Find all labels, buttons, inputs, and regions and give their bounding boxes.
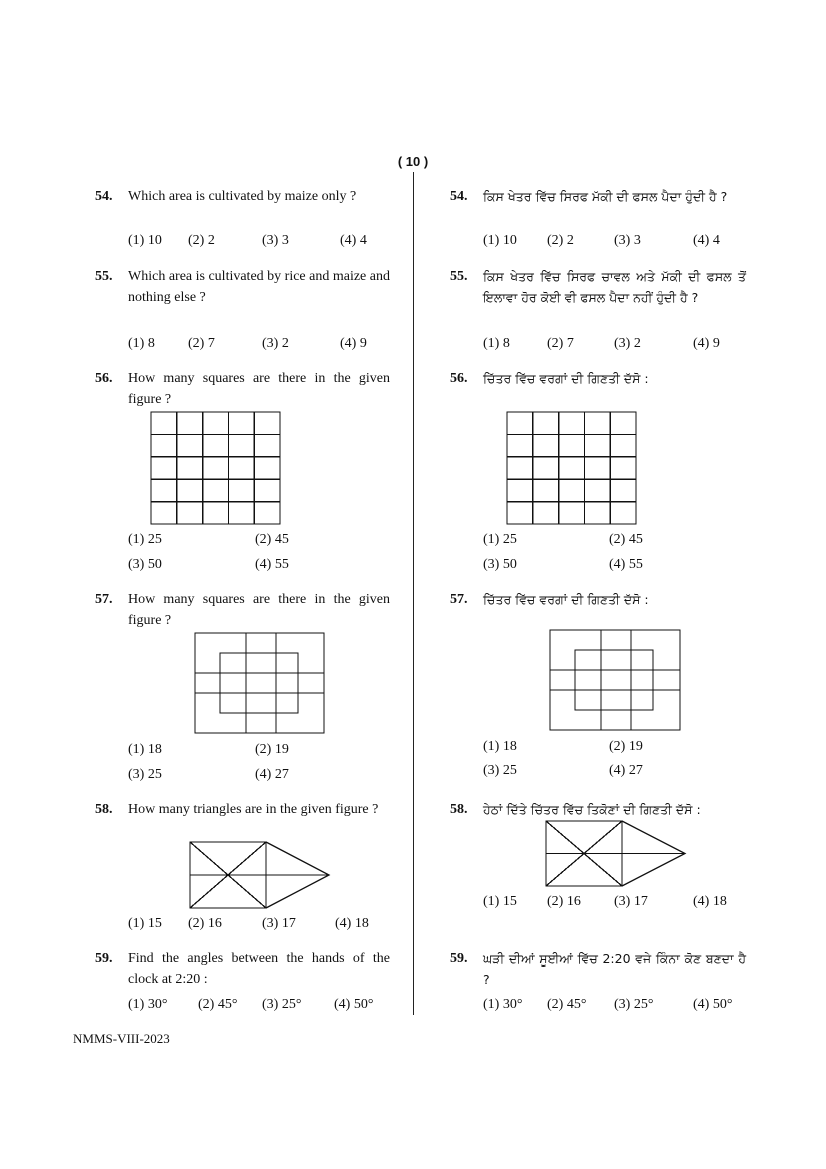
option-55-3-pa[interactable]: (3) 2 (614, 336, 641, 351)
question-number-56: 56. (95, 371, 113, 386)
question-text-57-pa: ਚਿੱਤਰ ਵਿੱਚ ਵਰਗਾਂ ਦੀ ਗਿਣਤੀ ਦੱਸੋ : (483, 592, 649, 607)
footer-code: NMMS-VIII-2023 (73, 1031, 170, 1046)
triangles-figure-58-pa (545, 820, 687, 888)
question-text-59-pa: ਘੜੀ ਦੀਆਂ ਸੂਈਆਂ ਵਿੱਚ 2:20 ਵਜੇ ਕਿੰਨਾ ਕੋਣ ਬਣਦਾ ਹੈ ? (483, 951, 746, 987)
option-58-4[interactable]: (4) 18 (335, 916, 369, 931)
option-54-2[interactable]: (2) 2 (188, 233, 215, 248)
option-58-1[interactable]: (1) 15 (128, 916, 162, 931)
grid-figure-56-pa (506, 411, 638, 526)
option-54-3[interactable]: (3) 3 (262, 233, 289, 248)
option-57-3[interactable]: (3) 25 (128, 767, 162, 782)
question-text-58: How many triangles are in the given figure ? (128, 802, 379, 817)
option-58-2[interactable]: (2) 16 (188, 916, 222, 931)
question-number-54-pa: 54. (450, 189, 468, 204)
option-55-3[interactable]: (3) 2 (262, 336, 289, 351)
option-59-4-pa[interactable]: (4) 50° (693, 997, 733, 1012)
option-54-3-pa[interactable]: (3) 3 (614, 233, 641, 248)
squares-figure-57-pa (549, 629, 682, 732)
option-59-3-pa[interactable]: (3) 25° (614, 997, 654, 1012)
option-59-3[interactable]: (3) 25° (262, 997, 302, 1012)
option-58-4-pa[interactable]: (4) 18 (693, 894, 727, 909)
option-55-2[interactable]: (2) 7 (188, 336, 215, 351)
option-55-1-pa[interactable]: (1) 8 (483, 336, 510, 351)
triangles-figure-58 (189, 841, 331, 910)
option-58-3-pa[interactable]: (3) 17 (614, 894, 648, 909)
grid-figure-56 (150, 411, 282, 526)
option-59-1[interactable]: (1) 30° (128, 997, 168, 1012)
question-text-55: Which area is cultivated by rice and maize and nothing else ? (128, 269, 390, 305)
option-57-1[interactable]: (1) 18 (128, 742, 162, 757)
option-55-4[interactable]: (4) 9 (340, 336, 367, 351)
option-55-4-pa[interactable]: (4) 9 (693, 336, 720, 351)
page-number: ( 10 ) (397, 154, 429, 169)
question-number-59-pa: 59. (450, 951, 468, 966)
option-56-1-pa[interactable]: (1) 25 (483, 532, 517, 547)
option-57-3-pa[interactable]: (3) 25 (483, 763, 517, 778)
option-57-4-pa[interactable]: (4) 27 (609, 763, 643, 778)
question-number-59: 59. (95, 951, 113, 966)
option-59-4[interactable]: (4) 50° (334, 997, 374, 1012)
option-57-1-pa[interactable]: (1) 18 (483, 739, 517, 754)
question-number-58-pa: 58. (450, 802, 468, 817)
squares-figure-57 (194, 632, 326, 735)
option-55-1[interactable]: (1) 8 (128, 336, 155, 351)
question-text-58-pa: ਹੇਠਾਂ ਦਿੱਤੇ ਚਿੱਤਰ ਵਿੱਚ ਤਿਕੋਣਾਂ ਦੀ ਗਿਣਤੀ ਦੱਸੋ : (483, 802, 701, 817)
question-number-55: 55. (95, 269, 113, 284)
question-text-55-pa: ਕਿਸ ਖੇਤਰ ਵਿੱਚ ਸਿਰਫ ਚਾਵਲ ਅਤੇ ਮੱਕੀ ਦੀ ਫਸਲ ਤੋਂ ਇਲਾਵਾ ਹੋਰ ਕੋਈ ਵੀ ਫਸਲ ਪੈਦਾ ਨਹੀਂ ਹੁੰਦੀ ਹੈ ? (483, 269, 746, 305)
question-number-54: 54. (95, 189, 113, 204)
option-58-2-pa[interactable]: (2) 16 (547, 894, 581, 909)
question-text-54: Which area is cultivated by maize only ? (128, 189, 357, 204)
option-54-4[interactable]: (4) 4 (340, 233, 367, 248)
question-text-54-pa: ਕਿਸ ਖੇਤਰ ਵਿੱਚ ਸਿਰਫ ਮੱਕੀ ਦੀ ਫਸਲ ਪੈਦਾ ਹੁੰਦੀ ਹੈ ? (483, 189, 728, 204)
option-56-4[interactable]: (4) 55 (255, 557, 289, 572)
question-number-55-pa: 55. (450, 269, 468, 284)
option-57-2-pa[interactable]: (2) 19 (609, 739, 643, 754)
question-text-59: Find the angles between the hands of the clock at 2:20 : (128, 951, 390, 987)
question-text-56: How many squares are there in the given figure ? (128, 371, 390, 407)
option-56-3-pa[interactable]: (3) 50 (483, 557, 517, 572)
option-56-1[interactable]: (1) 25 (128, 532, 162, 547)
option-58-3[interactable]: (3) 17 (262, 916, 296, 931)
option-58-1-pa[interactable]: (1) 15 (483, 894, 517, 909)
question-number-56-pa: 56. (450, 371, 468, 386)
option-57-4[interactable]: (4) 27 (255, 767, 289, 782)
option-59-1-pa[interactable]: (1) 30° (483, 997, 523, 1012)
option-56-2-pa[interactable]: (2) 45 (609, 532, 643, 547)
option-59-2-pa[interactable]: (2) 45° (547, 997, 587, 1012)
option-57-2[interactable]: (2) 19 (255, 742, 289, 757)
option-54-1-pa[interactable]: (1) 10 (483, 233, 517, 248)
option-56-3[interactable]: (3) 50 (128, 557, 162, 572)
option-54-4-pa[interactable]: (4) 4 (693, 233, 720, 248)
option-55-2-pa[interactable]: (2) 7 (547, 336, 574, 351)
question-text-56-pa: ਚਿੱਤਰ ਵਿੱਚ ਵਰਗਾਂ ਦੀ ਗਿਣਤੀ ਦੱਸੋ : (483, 371, 649, 386)
question-text-57: How many squares are there in the given figure ? (128, 592, 390, 628)
column-divider (413, 172, 414, 1015)
question-number-58: 58. (95, 802, 113, 817)
option-54-2-pa[interactable]: (2) 2 (547, 233, 574, 248)
option-56-4-pa[interactable]: (4) 55 (609, 557, 643, 572)
question-number-57-pa: 57. (450, 592, 468, 607)
option-59-2[interactable]: (2) 45° (198, 997, 238, 1012)
option-54-1[interactable]: (1) 10 (128, 233, 162, 248)
question-number-57: 57. (95, 592, 113, 607)
option-56-2[interactable]: (2) 45 (255, 532, 289, 547)
